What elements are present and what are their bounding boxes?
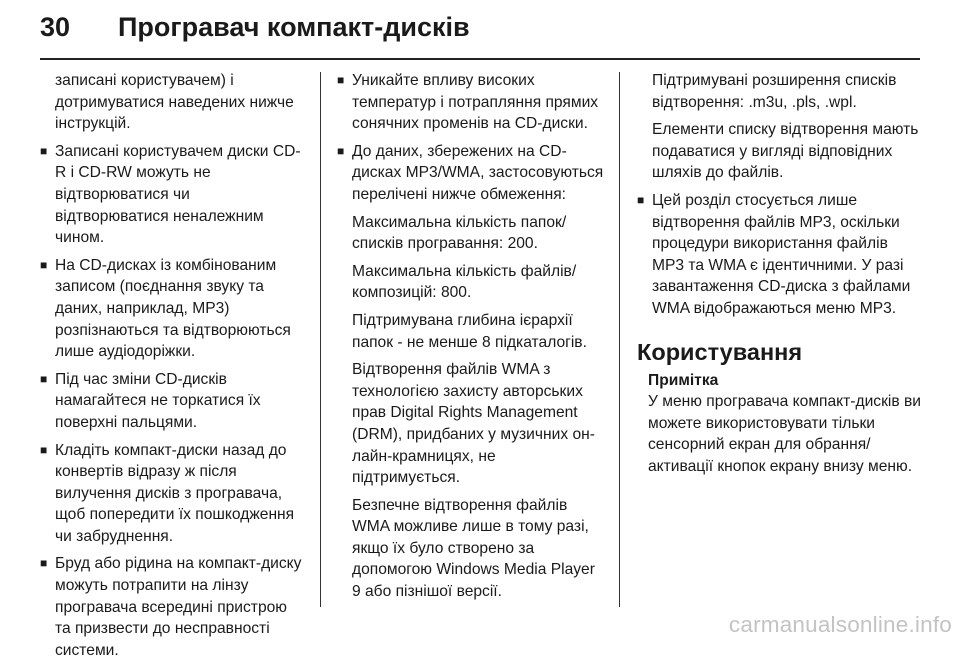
paragraph: Відтворення файлів WMA з технологією захисту авторських прав Digital Rights Management (DRM), придбаних у музичних он-лайн-крамницях, не підтримується.: [352, 361, 595, 487]
bullet-list: [40, 141, 305, 662]
bullet-icon: ■: [40, 371, 48, 386]
section-heading: Користування: [637, 338, 803, 365]
list-item: ■ Кладіть компакт-диски назад до конвертів відразу ж після вилучення дисків з програвача, щоб попередити їх пошкодження чи забруднення.: [40, 441, 295, 545]
lead-paragraph: записані користувачем) і дотримуватися наведених нижче інструкцій.: [55, 72, 294, 133]
list-item: ■ Цей розділ стосується лише відтворення файлів MP3, оскільки процедури використання файлів MP3 та WMA є ідентичними. У разі завантаження CD-диска з файлами WMA відображаються меню MP3.: [637, 191, 911, 317]
column-divider-2: [619, 72, 620, 607]
column-2: [337, 70, 607, 609]
bullet-list: [337, 70, 607, 206]
bullet-icon: ■: [40, 143, 48, 158]
bullet-icon: ■: [637, 192, 645, 207]
column-3: [637, 70, 922, 478]
list-item: ■ До даних, збережених на CD-дисках MP3/WMA, застосовуються перелічені нижче обмеження:: [337, 142, 604, 203]
paragraph: Максимальна кількість файлів/композицій: 800.: [352, 262, 577, 302]
paragraph: Безпечне відтворення файлів WMA можливе лише в тому разі, якщо їх було створено за допомогою Windows Media Player 9 або пізнішої версії.: [352, 496, 595, 601]
watermark: carmanualsonline.info: [728, 612, 952, 637]
bullet-icon: ■: [337, 143, 345, 158]
column-divider-1: [320, 72, 321, 607]
note-block: [637, 370, 922, 478]
note-text: У меню програвача компакт-дисків ви можете використовувати тільки сенсорний екран для обрання/активації кнопок екрану внизу меню.: [648, 393, 922, 475]
page-header: [40, 6, 920, 52]
paragraph: Підтримувані розширення списків відтворення: .m3u, .pls, .wpl.: [652, 72, 897, 111]
bullet-icon: ■: [337, 73, 345, 87]
list-item: ■ На CD-дисках із комбінованим записом (поєднання звуку та даних, наприклад, MP3) розпізнаються та відтворюються лише аудіодоріжки.: [40, 256, 291, 361]
column-1: [40, 70, 305, 667]
note-label: Примітка: [648, 371, 719, 389]
page-title: Програвач компакт-дисків: [118, 12, 470, 42]
paragraph: Підтримувана глибина ієрархії папок - не менше 8 підкаталогів.: [352, 311, 587, 351]
paragraph: Елементи списку відтворення мають подаватися у вигляді відповідних шляхів до файлів.: [652, 121, 919, 182]
bullet-icon: ■: [40, 257, 48, 272]
bullet-list: [637, 190, 922, 320]
list-item: ■ Під час зміни CD-дисків намагайтеся не торкатися їх поверхні пальцями.: [40, 370, 261, 431]
paragraph: Максимальна кількість папок/списків програвання: 200.: [352, 213, 567, 253]
header-divider: [40, 58, 920, 60]
list-item: ■ Уникайте впливу високих температур і потрапляння прямих сонячних променів на CD-диски.: [337, 72, 599, 133]
page-number: 30: [40, 12, 71, 42]
bullet-icon: ■: [40, 442, 48, 457]
list-item: ■ Записані користувачем диски CD-R і CD-RW можуть не відтворюватися чи відтворюватися неналежним чином.: [40, 142, 301, 247]
bullet-icon: ■: [40, 556, 48, 571]
list-item: ■ Бруд або рідина на компакт-диску можуть потрапити на лінзу програвача всередині пристрою та призвести до несправності системи.: [40, 555, 302, 659]
